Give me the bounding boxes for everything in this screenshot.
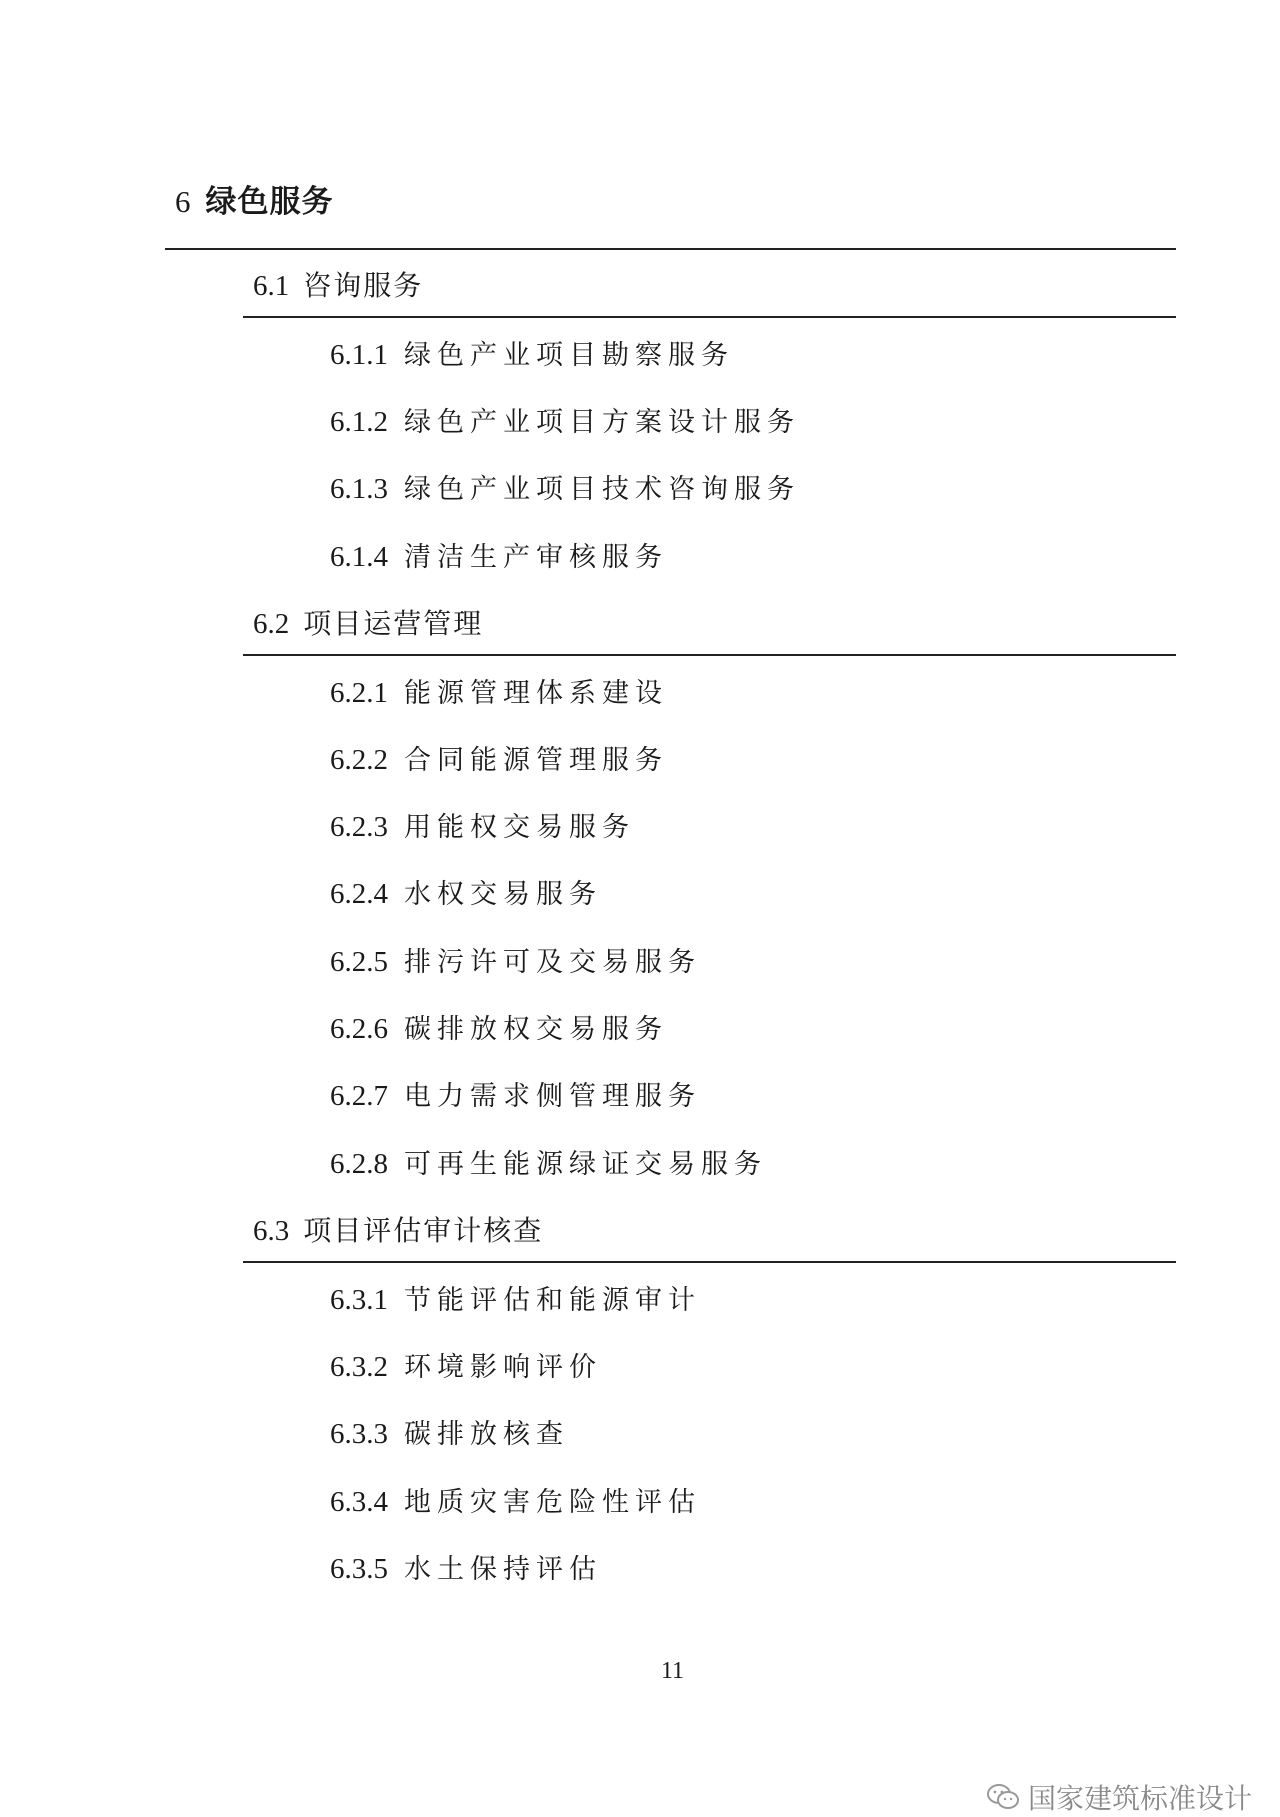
item-title: 排污许可及交易服务 xyxy=(404,947,701,978)
chapter-title-text: 绿色服务 xyxy=(205,184,334,220)
item-title: 清洁生产审核服务 xyxy=(404,542,668,573)
item-title: 水权交易服务 xyxy=(404,879,602,910)
toc-item xyxy=(330,872,602,911)
toc-item xyxy=(330,940,701,979)
item-number: 6.2.7 xyxy=(330,1080,388,1112)
item-number: 6.1.4 xyxy=(330,541,388,573)
item-title: 环境影响评价 xyxy=(404,1352,602,1383)
section-number: 6.1 xyxy=(253,270,290,302)
item-title: 地质灾害危险性评估 xyxy=(404,1487,701,1518)
item-number: 6.2.6 xyxy=(330,1013,388,1045)
toc-item xyxy=(330,738,668,777)
toc-item xyxy=(330,535,668,574)
toc-item xyxy=(330,1142,767,1181)
watermark-text: 国家建筑标准设计 xyxy=(1027,1782,1252,1815)
toc-item xyxy=(330,1278,701,1317)
item-number: 6.2.5 xyxy=(330,946,388,978)
toc-item xyxy=(330,1412,569,1451)
item-number: 6.3.4 xyxy=(330,1486,388,1518)
toc-item xyxy=(330,1007,668,1046)
item-number: 6.1.2 xyxy=(330,406,388,438)
item-title: 能源管理体系建设 xyxy=(404,678,668,709)
item-title: 节能评估和能源审计 xyxy=(404,1285,701,1316)
wechat-icon xyxy=(986,1783,1020,1811)
item-number: 6.3.3 xyxy=(330,1418,388,1450)
item-title: 合同能源管理服务 xyxy=(404,745,668,776)
chapter-number: 6 xyxy=(175,184,192,219)
watermark xyxy=(986,1777,1252,1817)
section-title-text: 咨询服务 xyxy=(303,269,424,302)
item-number: 6.3.2 xyxy=(330,1351,388,1383)
page-number: 11 xyxy=(660,1658,685,1684)
item-title: 绿色产业项目技术咨询服务 xyxy=(404,474,800,505)
item-title: 可再生能源绿证交易服务 xyxy=(404,1149,767,1180)
item-title: 绿色产业项目勘察服务 xyxy=(404,340,734,371)
section-title-text: 项目运营管理 xyxy=(303,607,484,640)
toc-item xyxy=(330,805,635,844)
item-title: 碳排放权交易服务 xyxy=(404,1014,668,1045)
toc-item xyxy=(330,333,734,372)
item-number: 6.2.3 xyxy=(330,811,388,843)
section-rule xyxy=(243,316,1176,318)
item-title: 电力需求侧管理服务 xyxy=(404,1081,701,1112)
item-number: 6.1.1 xyxy=(330,339,388,371)
toc-item xyxy=(330,400,800,439)
toc-item xyxy=(330,467,800,506)
item-number: 6.2.1 xyxy=(330,677,388,709)
chapter-title xyxy=(175,176,334,221)
section-title xyxy=(253,602,483,642)
item-number: 6.2.4 xyxy=(330,878,388,910)
section-title xyxy=(253,264,423,304)
item-number: 6.2.8 xyxy=(330,1148,388,1180)
section-rule xyxy=(243,654,1176,656)
toc-item xyxy=(330,1074,701,1113)
item-number: 6.2.2 xyxy=(330,744,388,776)
item-number: 6.1.3 xyxy=(330,473,388,505)
section-number: 6.2 xyxy=(253,608,290,640)
toc-item xyxy=(330,1547,602,1586)
item-number: 6.3.5 xyxy=(330,1553,388,1585)
section-title xyxy=(253,1209,543,1249)
item-title: 用能权交易服务 xyxy=(404,812,635,843)
chapter-rule xyxy=(165,248,1176,250)
section-number: 6.3 xyxy=(253,1215,290,1247)
section-title-text: 项目评估审计核查 xyxy=(303,1214,544,1247)
toc-item xyxy=(330,1345,602,1384)
item-title: 碳排放核查 xyxy=(404,1419,569,1450)
item-title: 水土保持评估 xyxy=(404,1554,602,1585)
section-rule xyxy=(243,1261,1176,1263)
item-title: 绿色产业项目方案设计服务 xyxy=(404,407,800,438)
item-number: 6.3.1 xyxy=(330,1284,388,1316)
toc-item xyxy=(330,671,668,710)
toc-item xyxy=(330,1480,701,1519)
